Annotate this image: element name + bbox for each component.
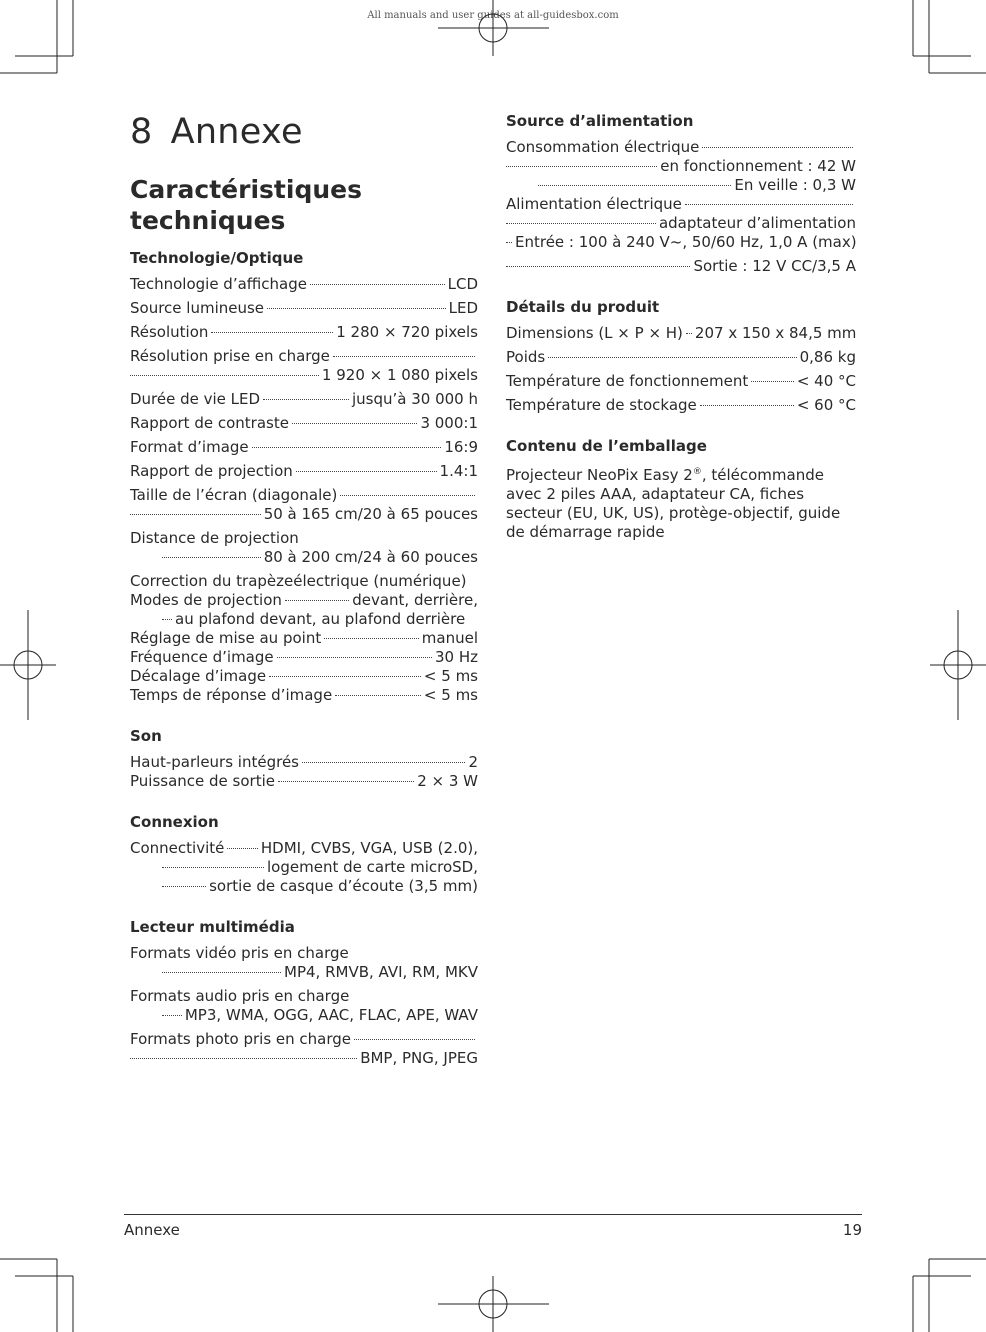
package-contents: Projecteur NeoPix Easy 2®, télécommande avec 2 piles AAA, adaptateur CA, fiches secteur (EU, UK, US), protège-objectif, guide de démarrage rapide: [506, 466, 841, 541]
watermark: All manuals and user guides at all-guidesbox.com: [367, 10, 619, 21]
spec-row-photo-label: Formats photo pris en charge: [130, 1030, 478, 1049]
spec-row-speakers: Haut-parleurs intégrés 2: [130, 753, 478, 771]
spec-row-projection-modes: Modes de projection devant, derrière,: [130, 591, 478, 609]
spec-row-consumption-label: Consommation électrique: [506, 138, 856, 157]
spec-video-label: Formats vidéo pris en charge: [130, 944, 349, 962]
spec-row-aspect: Format d’image 16:9: [130, 438, 478, 456]
spec-audio-label: Formats audio pris en charge: [130, 987, 350, 1005]
technology-heading: Technologie/Optique: [130, 249, 304, 267]
left-column: [130, 110, 478, 1068]
right-column: [506, 110, 856, 542]
spec-row-output-power: Puissance de sortie 2 × 3 W: [130, 772, 478, 790]
spec-keystone: Correction du trapèzeélectrique (numérique): [130, 572, 467, 590]
page-number: 19: [842, 1221, 862, 1239]
spec-row-connectivity: Connectivité HDMI, CVBS, VGA, USB (2.0),: [130, 839, 478, 857]
page-footer: [124, 1214, 862, 1239]
chapter-title: [130, 110, 478, 154]
spec-row-throw-ratio: Rapport de projection 1.4:1: [130, 462, 478, 480]
chapter-name: Annexe: [170, 112, 303, 152]
spec-row-consumption-on: en fonctionnement : 42 W: [506, 157, 856, 176]
section-title: Caractéristiques techniques: [130, 175, 362, 235]
spec-row-connectivity-cont1: logement de carte microSD,: [130, 858, 478, 877]
media-heading: Lecteur multimédia: [130, 918, 295, 936]
spec-row-supply-adapter: adaptateur d’alimentation: [506, 214, 856, 233]
spec-row-focus: Réglage de mise au point manuel: [130, 629, 478, 647]
spec-row-video-value: MP4, RMVB, AVI, RM, MKV: [130, 963, 478, 982]
spec-row-supported-resolution-value: 1 920 × 1 080 pixels: [130, 366, 478, 385]
sound-heading: Son: [130, 727, 162, 745]
package-heading: Contenu de l’emballage: [506, 437, 707, 455]
registered-mark: ®: [692, 467, 702, 477]
footer-section: Annexe: [124, 1221, 180, 1239]
spec-row-supply-output: Sortie : 12 V CC/3,5 A: [506, 257, 856, 276]
spec-row-audio-value: MP3, WMA, OGG, AAC, FLAC, APE, WAV: [130, 1006, 478, 1025]
spec-row-response-time: Temps de réponse d’image < 5 ms: [130, 686, 478, 704]
spec-row-contrast: Rapport de contraste 3 000:1: [130, 414, 478, 432]
spec-row-image-offset: Décalage d’image < 5 ms: [130, 667, 478, 685]
spec-row-photo-value: BMP, PNG, JPEG: [130, 1049, 478, 1068]
spec-row-supported-resolution-label: Résolution prise en charge: [130, 347, 478, 366]
product-heading: Détails du produit: [506, 298, 660, 316]
spec-row-light-source: Source lumineuse LED: [130, 299, 478, 317]
spec-row-distance-value: 80 à 200 cm/24 à 60 pouces: [130, 548, 478, 567]
spec-row-frame-rate: Fréquence d’image 30 Hz: [130, 648, 478, 666]
chapter-number: 8: [130, 112, 153, 152]
power-heading: Source d’alimentation: [506, 112, 694, 130]
spec-row-resolution: Résolution 1 280 × 720 pixels: [130, 323, 478, 341]
spec-row-operating-temp: Température de fonctionnement < 40 °C: [506, 372, 856, 390]
spec-row-supply-input: Entrée : 100 à 240 V~, 50/60 Hz, 1,0 A (max): [506, 233, 856, 252]
spec-row-screen-size-value: 50 à 165 cm/20 à 65 pouces: [130, 505, 478, 524]
spec-row-storage-temp: Température de stockage < 60 °C: [506, 396, 856, 414]
spec-row-weight: Poids 0,86 kg: [506, 348, 856, 366]
spec-row-led-life: Durée de vie LED jusqu’à 30 000 h: [130, 390, 478, 408]
spec-distance-label: Distance de projection: [130, 529, 299, 547]
spec-row-connectivity-cont2: sortie de casque d’écoute (3,5 mm): [130, 877, 478, 896]
spec-row-dimensions: Dimensions (L × P × H) 207 x 150 x 84,5 mm: [506, 324, 857, 342]
connection-heading: Connexion: [130, 813, 219, 831]
spec-row-consumption-standby: En veille : 0,3 W: [506, 176, 856, 195]
spec-row-projection-modes-cont: au plafond devant, au plafond derrière: [130, 610, 478, 629]
spec-row-screen-size-label: Taille de l’écran (diagonale): [130, 486, 478, 505]
spec-row-supply-label: Alimentation électrique: [506, 195, 856, 214]
spec-row-display: Technologie d’affichage LCD: [130, 275, 478, 293]
